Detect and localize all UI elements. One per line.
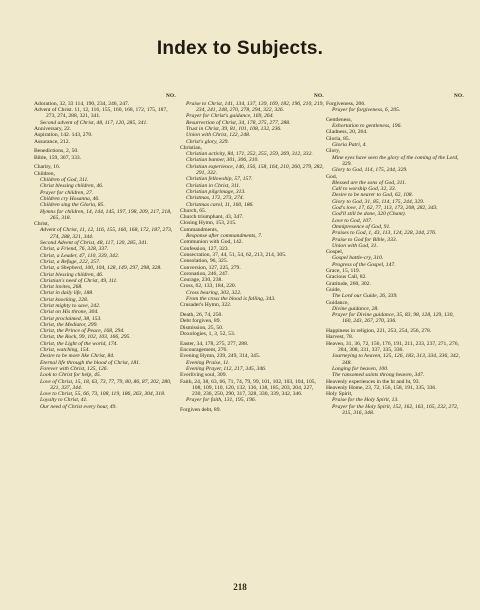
entry-text: Gratitude, 260, 302. xyxy=(326,280,371,287)
entry-text: Love to God, 107. xyxy=(332,217,373,224)
entry-text: Call to worship God, 32, 33. xyxy=(332,186,397,193)
entry-text: Cross bearing, 303, 322. xyxy=(186,289,242,296)
entry-text: Prayer for faith, 131, 195, 196. xyxy=(186,397,257,404)
entry-text: Bible, 159, 307, 333. xyxy=(34,154,82,161)
entry-text: Christ, xyxy=(34,221,50,228)
entry-text: Desire to be nearer to God, 62, 108. xyxy=(332,192,413,199)
entry-text: Advent of Christ, 11, 12, 116, 155, 160, 168, 172, 187, 273, 274, 288, 321, 344. xyxy=(40,227,173,240)
entry-text: Crusader's Hymn, 322. xyxy=(180,302,232,309)
index-subentry xyxy=(326,353,464,366)
entry-text: Union with God, 31. xyxy=(332,242,378,249)
entry-text: Christ mighty to save, 242. xyxy=(40,303,101,309)
entry-text: Gospel battle-cry, 310. xyxy=(332,255,384,262)
entry-text: Second Advent of Christ, 48, 117, 120, 285, 341. xyxy=(40,240,149,247)
index-subentry xyxy=(180,101,324,114)
entry-text: Church triumphant, 43, 347. xyxy=(180,214,244,221)
entry-text: Mine eyes have seen the glory of the coming of the Lord, 329. xyxy=(332,154,459,167)
entry-text: Prayer for the Holy Spirit, 152, 162, 163, 165, 232, 272, 315, 316, 348. xyxy=(332,403,459,417)
entry-text: Encouragement, 276. xyxy=(180,347,228,354)
entry-text: Praise to Christ, 141, 134, 137, 139, 169, 182, 196, 210, 219, 234, 241, 248, 270, 278, 294, 322, 326. xyxy=(186,100,324,114)
entry-text: Praise to God for Bible, 333. xyxy=(332,236,398,243)
entry-text: Love to Christ, 55, 66, 73, 108, 119, 186, 263, 304, 318. xyxy=(40,391,166,398)
entry-text: Anniversary, 22. xyxy=(34,125,72,132)
entry-text: Charity, 16. xyxy=(34,164,61,171)
entry-text: Christ on His throne, 304. xyxy=(40,309,99,316)
entry-text: Prayer for forgiveness, 6, 205. xyxy=(332,107,401,114)
entry-text: Glory to God, 31, 85, 114, 175, 244, 329. xyxy=(332,198,425,205)
entry-text: Christian's need of Christ, 49, 111. xyxy=(40,277,118,284)
entry-text: Assurance, 212. xyxy=(34,138,70,145)
entry-text: Guidance, xyxy=(326,299,349,306)
entry-text: Harvest, 78. xyxy=(326,334,354,341)
entry-text: God's love, 17, 62, 77, 113, 173, 208, 282, 343. xyxy=(332,205,438,212)
entry-text: Christ, the Mediator, 299. xyxy=(40,321,98,328)
entry-text: Gloria Patri, 4. xyxy=(332,142,367,149)
entry-text: Debt forgiven, 89. xyxy=(180,318,221,325)
entry-text: Christ blessing children, 46. xyxy=(40,271,104,278)
entry-text: God, xyxy=(326,173,338,180)
entry-text: Holy Spirit, xyxy=(326,391,353,398)
entry-text: Christ blessing children, 46. xyxy=(40,183,104,190)
index-subentry xyxy=(34,227,176,240)
entry-text: Guide, xyxy=(326,286,342,293)
column-header: NO. xyxy=(166,93,176,99)
entry-text: Second advent of Christ, 48, 117, 120, 285, 341. xyxy=(40,119,148,126)
entry-text: Union with Christ, 122, 248. xyxy=(186,132,251,139)
entry-text: Journeying to heaven, 125, 126, 183, 313, 334, 336, 342, 348. xyxy=(332,353,460,366)
entry-text: Christian banner, 301, 306, 310. xyxy=(186,157,259,164)
entry-text: Praises to God, 1, 43, 113, 124, 228, 244, 276. xyxy=(332,230,437,237)
index-subentry xyxy=(34,404,176,410)
entry-text: Prayer for Divine guidance, 35, 83, 98, 128, 129, 130, 160, 243, 267, 270, 336. xyxy=(332,312,454,325)
entry-text: Consecration, 37, 44, 51, 54, 62, 213, 214, 305. xyxy=(180,251,287,258)
entry-text: Hymns for children, 14, 144, 145, 197, 198, 209, 217, 218, 265, 318. xyxy=(40,208,172,221)
entry-text: Grace, 15, 119. xyxy=(326,268,361,275)
entry-text: Christ knocking, 228. xyxy=(40,296,89,303)
entry-text: Gentleness, xyxy=(326,116,352,123)
index-subentry xyxy=(34,379,176,392)
entry-text: Christian, xyxy=(180,144,202,151)
entry-text: Christ invites, 268. xyxy=(40,284,83,291)
entry-text: Forgiveness, 206. xyxy=(326,100,366,107)
index-entry xyxy=(180,379,324,398)
entry-text: Coronation, 246, 247. xyxy=(180,270,229,277)
entry-text: Response after commandments, 7. xyxy=(186,233,263,240)
entry-text: The Lord our Guide, 26, 339. xyxy=(332,293,398,300)
index-subentry xyxy=(34,209,176,222)
index-entry xyxy=(180,407,324,413)
index-entry xyxy=(326,341,464,354)
entry-text: Adoration, 32, 33 114, 190, 234, 246, 247. xyxy=(34,100,130,107)
index-subentry xyxy=(180,164,324,177)
index-subentry xyxy=(326,404,464,417)
index-column-middle xyxy=(180,93,324,414)
entry-text: Christ, the Rock, 99, 102, 103, 166, 295. xyxy=(40,334,131,341)
entry-text: Progress of the Gospel, 147. xyxy=(332,261,396,268)
entry-text: Happiness in religion, 221, 253, 254, 256, 278. xyxy=(326,328,432,335)
entry-text: Trust in Christ, 39, 81, 101, 108, 132, 236. xyxy=(186,125,282,132)
entry-text: Children, xyxy=(34,170,55,177)
column-header: NO. xyxy=(454,93,464,99)
entry-text: Courage, 230, 238. xyxy=(180,277,223,284)
entry-text: Easter, 34, 178, 275, 277, 288. xyxy=(180,340,249,347)
entry-text: God'll still be done, 320 (Chant). xyxy=(332,211,407,218)
index-entry xyxy=(34,107,176,120)
entry-text: Desire to be more like Christ, 84. xyxy=(40,353,115,360)
entry-text: Closing Hymn, 153, 215. xyxy=(180,220,237,227)
entry-text: Eternal life through the blood of Christ, 181. xyxy=(40,359,141,366)
entry-text: Christmas, 172, 273, 274. xyxy=(186,195,244,202)
entry-text: Divine guidance, 28. xyxy=(332,305,379,312)
entry-text: Death, 26, 74, 250. xyxy=(180,312,223,319)
entry-text: Christ's glory, 329. xyxy=(186,138,229,145)
entry-text: Gospel, xyxy=(326,249,344,256)
entry-text: Children cry Hosanna, 46. xyxy=(40,195,100,202)
entry-text: Our need of Christ every hour, 49. xyxy=(40,403,117,410)
entry-text: Christian fellowship, 57, 157. xyxy=(186,176,253,183)
entry-text: Omnipresence of God, 91. xyxy=(332,223,391,230)
entry-text: Glory, xyxy=(326,148,341,155)
entry-text: Gloria, 85. xyxy=(326,135,351,142)
entry-text: Christian experience, 146, 156, 158, 164, 210, 260, 279, 282, 291, 332. xyxy=(186,163,324,177)
entry-text: Gladness, 20, 264. xyxy=(326,129,368,136)
entry-text: Consolation, 96, 325. xyxy=(180,258,229,265)
entry-text: Christ, a Friend, 76, 328, 337. xyxy=(40,246,109,253)
index-subentry xyxy=(326,155,464,168)
entry-text: The ransomed saints throng heaven, 347. xyxy=(332,372,425,379)
entry-text: Cross, 62, 133, 184, 220. xyxy=(180,283,237,290)
entry-text: Forgiven debt, 89. xyxy=(180,407,221,414)
entry-text: Forever with Christ, 125, 126. xyxy=(40,365,109,372)
entry-text: Christ proclaimed, 38, 153. xyxy=(40,315,102,322)
entry-text: Gracious Call, 82. xyxy=(326,274,367,281)
entry-text: Christian pilgrimage, 313. xyxy=(186,188,246,195)
index-column-right xyxy=(326,93,464,416)
entry-text: Advent of Christ. 11, 12, 116, 155, 160, 168, 172, 175, 187, 273, 274, 288, 321, 341. xyxy=(34,107,168,120)
entry-text: Christ, a Shepherd, 100, 104, 128, 149, 297, 298, 328. xyxy=(40,265,162,272)
entry-text: Love of Christ, 15, 18, 63, 73, 77, 79, 80, 86, 87, 202, 280, 321, 337, 344. xyxy=(40,378,172,391)
entry-text: Dismission, 25, 50. xyxy=(180,324,224,331)
entry-text: Evening Praise, 11. xyxy=(186,359,230,366)
entry-text: Confession, 127, 323. xyxy=(180,245,229,252)
entry-text: Christ, watching, 154. xyxy=(40,347,90,354)
entry-text: Christian activity, 84, 171, 252, 255, 259, 269, 312, 332. xyxy=(186,151,313,158)
entry-text: Praise for the Holy Spirit, 13. xyxy=(332,397,399,404)
page-title: Index to Subjects. xyxy=(156,38,324,59)
entry-text: Heaven, 31, 36, 72, 156, 176, 191, 211, 233, 237, 271, 276, 284, 308, 331, 337, 335, 336. xyxy=(326,340,459,354)
entry-text: Christian in Christ, 311. xyxy=(186,182,241,189)
entry-text: Children of God, 311. xyxy=(40,177,89,184)
entry-text: Evening Prayer, 112, 217, 345, 346. xyxy=(186,365,267,372)
index-column-left xyxy=(34,93,176,410)
index-subentry xyxy=(326,312,464,325)
entry-text: Christ, the Prince of Peace, 168, 294. xyxy=(40,328,125,335)
entry-text: Christ, the Light of the world, 174. xyxy=(40,340,118,347)
page-number: 218 xyxy=(233,582,247,592)
entry-text: From the cross the blood is falling, 343. xyxy=(186,296,276,302)
entry-text: Prayer for Christ's guidance, 169, 264. xyxy=(186,113,274,120)
entry-text: Aspiration, 142. 143, 270. xyxy=(34,132,93,139)
entry-text: Resurrection of Christ, 34, 178, 275, 277, 288. xyxy=(186,119,291,126)
entry-text: Exhortation to gentleness, 196. xyxy=(332,123,402,130)
entry-text: Loyalty to Christ, 41. xyxy=(40,397,88,404)
entry-text: Benedictions, 2, 50. xyxy=(34,148,79,155)
entry-text: Glory to God, 114, 175, 244, 329. xyxy=(332,167,408,174)
entry-text: Heavenly experiences in the ht and ht, 93. xyxy=(326,378,420,385)
entry-text: Evening Hymn, 239, 249, 314, 345. xyxy=(180,353,261,360)
entry-text: Doxologies, 1, 3, 52, 53. xyxy=(180,330,236,337)
entry-text: Heavenly Home, 23, 72, 156, 158, 191, 335, 336. xyxy=(326,384,437,391)
entry-text: Communion with God, 142. xyxy=(180,239,243,246)
entry-text: Longing for heaven, 100. xyxy=(332,365,389,372)
entry-text: Children sing the Gloria, 85. xyxy=(40,202,105,209)
entry-text: Christ in daily life, 188. xyxy=(40,290,94,297)
entry-text: Conversion, 127, 225, 279. xyxy=(180,264,241,271)
entry-text: Church, 65. xyxy=(180,207,207,214)
entry-text: Prayer for children, 27. xyxy=(40,189,94,196)
entry-text: Faith, 24, 38, 63, 66, 71, 74, 79, 99, 101, 102, 103, 104, 105, 108, 109, 110, 120, 132, 136, 138, 185, 203, 204, 227, 230, 236, 250, 290, 317, 328, 330, 339, 342, 346. xyxy=(180,378,316,398)
entry-text: Commandments, xyxy=(180,226,219,233)
column-header: NO. xyxy=(314,93,324,99)
entry-text: Look to Christ for help, 45. xyxy=(40,372,102,379)
entry-text: Christmas carol, 11, 160, 186. xyxy=(186,201,254,208)
entry-text: Christ, a Refuge, 222, 257. xyxy=(40,258,101,265)
entry-text: Blessed are the sons of God, 311. xyxy=(332,179,407,186)
entry-text: Everliving soul, 309. xyxy=(180,372,227,379)
entry-text: Christ, a Leader, 47, 110, 339, 342. xyxy=(40,252,120,259)
